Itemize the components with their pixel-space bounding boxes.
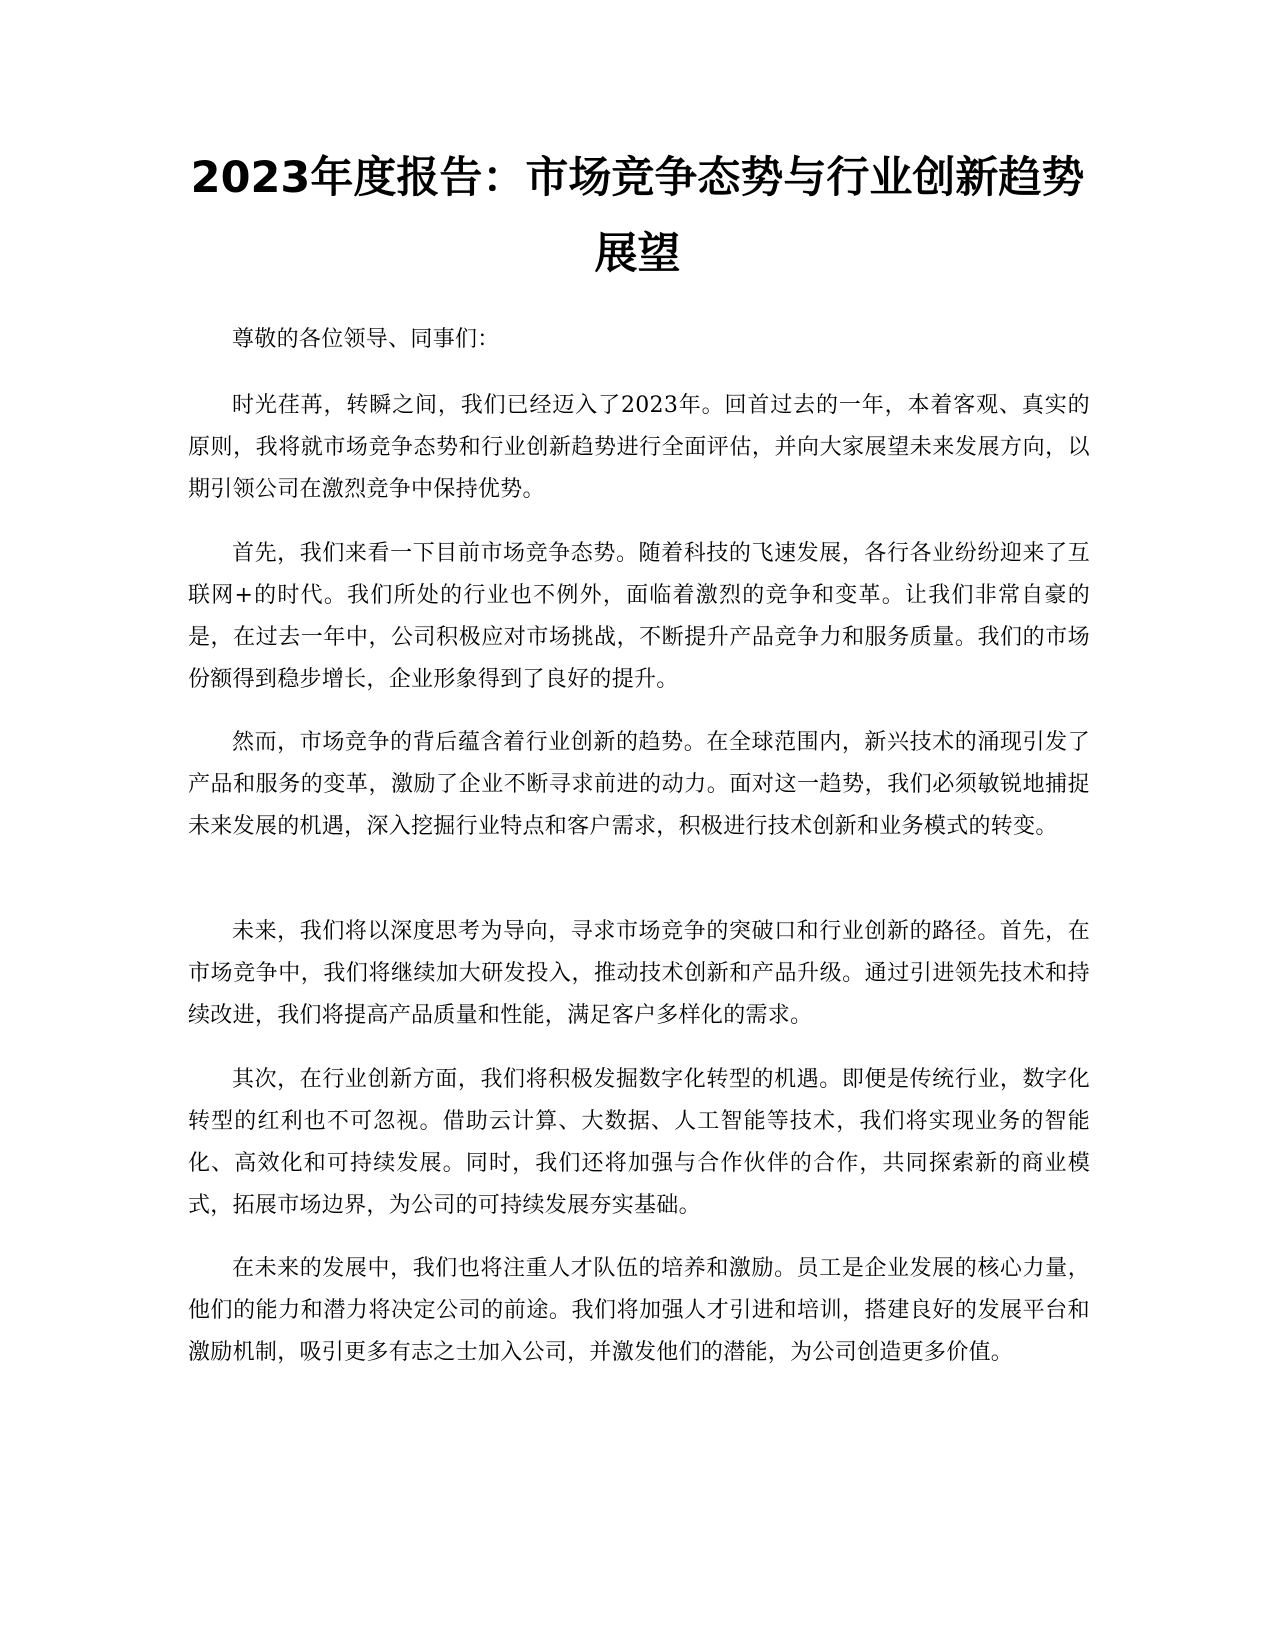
document-title: 2023年度报告：市场竞争态势与行业创新趋势展望 [190, 153, 1085, 279]
salutation-paragraph: 尊敬的各位领导、同事们： [232, 327, 500, 352]
body-paragraph: 首先，我们来看一下目前市场竞争态势。随着科技的飞速发展，各行各业纷纷迎来了互联网+的时代。我们所处的行业也不例外，面临着激烈的竞争和变革。让我们非常自豪的是，在过去一年中，公司积极应对市场挑战，不断提升产品竞争力和服务质量。我们的市场份额得到稳步增长，企业形象得到了良好的提升。 [188, 541, 1090, 692]
body-paragraph: 在未来的发展中，我们也将注重人才队伍的培养和激励。员工是企业发展的核心力量，他们的能力和潜力将决定公司的前途。我们将加强人才引进和培训，搭建良好的发展平台和激励机制，吸引更多有志之士加入公司，并激发他们的潜能，为公司创造更多价值。 [188, 1256, 1090, 1365]
body-paragraph: 然而，市场竞争的背后蕴含着行业创新的趋势。在全球范围内，新兴技术的涌现引发了产品和服务的变革，激励了企业不断寻求前进的动力。面对这一趋势，我们必须敏锐地捕捉未来发展的机遇，深入挖掘行业特点和客户需求，积极进行技术创新和业务模式的转变。 [188, 730, 1090, 839]
body-paragraph: 其次，在行业创新方面，我们将积极发掘数字化转型的机遇。即便是传统行业，数字化转型的红利也不可忽视。借助云计算、大数据、人工智能等技术，我们将实现业务的智能化、高效化和可持续发展。同时，我们还将加强与合作伙伴的合作，共同探索新的商业模式，拓展市场边界，为公司的可持续发展夯实基础。 [188, 1067, 1090, 1218]
body-paragraph: 时光荏苒，转瞬之间，我们已经迈入了2023年。回首过去的一年，本着客观、真实的原则，我将就市场竞争态势和行业创新趋势进行全面评估，并向大家展望未来发展方向，以期引领公司在激烈竞争中保持优势。 [188, 393, 1090, 502]
body-paragraph: 未来，我们将以深度思考为导向，寻求市场竞争的突破口和行业创新的路径。首先，在市场竞争中，我们将继续加大研发投入，推动技术创新和产品升级。通过引进领先技术和持续改进，我们将提高产品质量和性能，满足客户多样化的需求。 [188, 919, 1090, 1028]
